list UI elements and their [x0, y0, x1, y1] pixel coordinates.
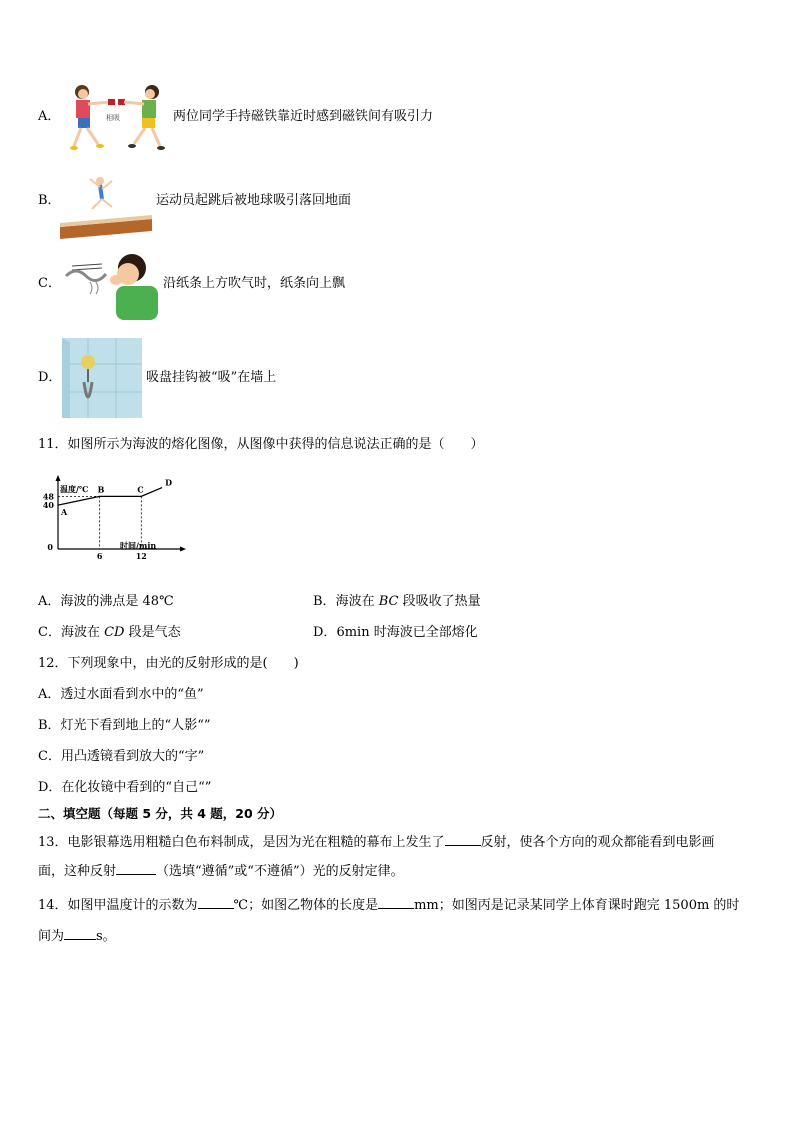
- question-12-option-a: A．透过水面看到水中的“鱼”: [38, 687, 204, 702]
- option-b-text: 运动员起跳后被地球吸引落回地面: [156, 193, 352, 208]
- point-label: C: [137, 484, 144, 495]
- athlete-jump-illustration: [60, 175, 152, 241]
- question-11-option-c: C．海波在 CD 段是气态: [38, 625, 181, 640]
- option-letter: B．: [38, 193, 61, 208]
- question-14-line-2: 间为 s。: [38, 929, 116, 944]
- question-12-stem: 12．下列现象中，由光的反射形成的是( ): [38, 656, 299, 671]
- question-13-line-1: 13．电影银幕选用粗糙白色布料制成，是因为光在粗糙的幕布上发生了 反射，使各个方向的观众都能看到电影画: [38, 835, 715, 850]
- option-c: [38, 276, 61, 292]
- option-d-text: 吸盘挂钩被“吸”在墙上: [146, 370, 277, 385]
- x-tick-label: 0: [47, 542, 53, 552]
- option-a: [38, 109, 60, 125]
- point-label: D: [165, 477, 173, 488]
- point-label: A: [61, 507, 68, 518]
- option-d: [38, 370, 61, 386]
- melting-curve-chart: [36, 473, 186, 563]
- blowing-paper-illustration: [62, 248, 162, 320]
- y-tick-label: 40: [42, 500, 54, 511]
- question-13-line-2: 面，这种反射 （选填“遵循”或“不遵循”）光的反射定律。: [38, 864, 404, 879]
- question-11-stem: 11．如图所示为海波的熔化图像，从图像中获得的信息说法正确的是（ ）: [38, 437, 484, 452]
- option-letter: C．: [38, 276, 61, 291]
- point-label: B: [97, 484, 105, 495]
- question-12-option-b: B．灯光下看到地上的“人影“”: [38, 718, 211, 733]
- option-a-text: 两位同学手持磁铁靠近时感到磁铁间有吸引力: [173, 109, 434, 124]
- answer-blank[interactable]: [445, 833, 481, 846]
- question-11-option-d: D．6min 时海波已全部熔化: [313, 625, 478, 640]
- suction-hook-illustration: [62, 338, 142, 418]
- y-tick-label: 48: [42, 491, 54, 502]
- option-b: [38, 193, 61, 209]
- y-axis-arrow: [56, 475, 61, 481]
- option-letter: A．: [38, 109, 61, 124]
- x-axis-label: 时间/min: [120, 540, 157, 551]
- answer-blank[interactable]: [64, 927, 96, 940]
- question-12-option-c: C．用凸透镜看到放大的“字”: [38, 749, 205, 764]
- magnet-kids-illustration: [66, 80, 166, 156]
- x-tick-label: 12: [135, 551, 147, 561]
- x-axis-arrow: [180, 547, 186, 552]
- option-letter: D．: [38, 370, 62, 385]
- y-axis-label: 温度/℃: [60, 484, 89, 494]
- section-heading: 二、填空题（每题 5 分，共 4 题，20 分）: [38, 806, 283, 821]
- illustration-label: 相吸: [106, 114, 120, 122]
- question-14-line-1: 14．如图甲温度计的示数为 ℃；如图乙物体的长度是 mm；如图丙是记录某同学上体育课时跑完 1500m 的时: [38, 898, 740, 913]
- x-tick-label: 6: [96, 551, 103, 561]
- answer-blank[interactable]: [378, 896, 414, 909]
- answer-blank[interactable]: [198, 896, 234, 909]
- answer-blank[interactable]: [116, 862, 156, 875]
- question-12-option-d: D．在化妆镜中看到的“自己“”: [38, 780, 212, 795]
- option-c-text: 沿纸条上方吹气时，纸条向上飘: [163, 276, 346, 291]
- question-11-option-a: A．海波的沸点是 48℃: [38, 594, 174, 609]
- question-11-option-b: B．海波在 BC 段吸收了热量: [313, 594, 481, 609]
